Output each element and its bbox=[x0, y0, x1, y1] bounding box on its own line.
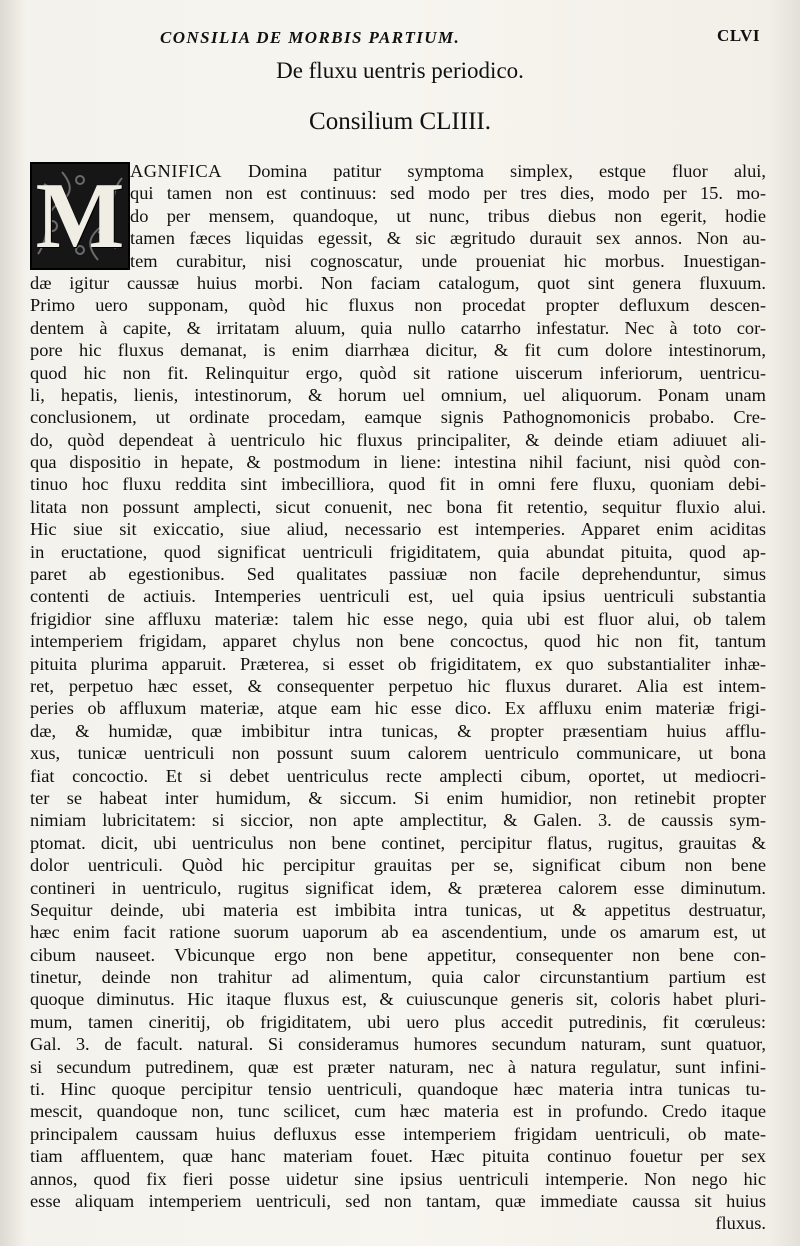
line-text: li, hepatis, lienis, intestinorum, & horum uel omnium, uel aliquorum. Ponam unam bbox=[30, 384, 766, 405]
line-text: tinetur, deinde non trahitur ad alimentum, quia calor circunstantium partium est bbox=[30, 967, 766, 988]
line-text: xus, tunicæ uentriculi non possunt suum calorem uentriculo communicare, ut bona bbox=[30, 743, 766, 764]
lead-word: AGNIFICA bbox=[130, 161, 222, 181]
text-line bbox=[30, 1212, 766, 1234]
line-text: dæ igitur caussæ huius morbi. Non faciam catalogum, quot sint genera fluxuum. bbox=[30, 272, 766, 293]
text-line bbox=[30, 1168, 766, 1190]
text-line bbox=[30, 944, 766, 966]
line-text: Sequitur deinde, ubi materia est imbibita intra tunicas, ut & appetitus destruatur, bbox=[30, 899, 766, 920]
body-text bbox=[30, 160, 766, 1235]
line-text: fiat concoctio. Et si debet uentriculus recte amplecti cibum, oportet, ut mediocri- bbox=[30, 765, 766, 786]
line-text: quod hic non fit. Relinquitur ergo, quòd sit ratione uiscerum inferiorum, uentricu- bbox=[30, 362, 766, 383]
text-line bbox=[30, 1056, 766, 1078]
line-text: hæc enim facit ratione suorum uaporum ab ea ascendentium, unde os amarum est, ut bbox=[30, 922, 766, 943]
text-line bbox=[30, 899, 766, 921]
text-line bbox=[30, 429, 766, 451]
text-line bbox=[30, 653, 766, 675]
text-line bbox=[30, 608, 766, 630]
consilium-number: Consilium CLIIII. bbox=[309, 108, 491, 135]
line-text: fluxus. bbox=[715, 1213, 766, 1234]
line-text: quoque diminutus. Hic itaque fluxus est, & cuiuscunque generis sit, coloris habet pluri- bbox=[30, 989, 766, 1010]
text-line bbox=[30, 787, 766, 809]
line-text: dolor uentriculi. Quòd hic percipitur grauitas per se, significat cibum non bene bbox=[30, 855, 766, 876]
text-line bbox=[30, 473, 766, 495]
text-line bbox=[30, 854, 766, 876]
text-line bbox=[30, 541, 766, 563]
line-text: paret ab egestionibus. Sed qualitates passiuæ non facile deprehenduntur, simus bbox=[30, 564, 766, 585]
line-text: si secundum putredinem, quæ est præter naturam, nec à natura regulatur, sunt infini- bbox=[30, 1056, 766, 1077]
text-line bbox=[30, 988, 766, 1010]
text-line bbox=[30, 765, 766, 787]
line-text: do per mensem, quandoque, ut nunc, tribus diebus non egerit, hodie bbox=[130, 205, 766, 226]
running-title: CONSILIA DE MORBIS PARTIUM. bbox=[160, 28, 461, 47]
text-line bbox=[30, 742, 766, 764]
line-text: ti. Hinc quoque percipitur tensio uentriculi, quandoque hæc materia intra tunicas tu- bbox=[30, 1079, 766, 1100]
line-text: ret, perpetuo hæc esset, & consequenter perpetuo hic fluxus duraret. Alia est intem- bbox=[30, 675, 766, 696]
line-text: tem curabitur, nisi cognoscatur, unde proueniat hic morbus. Inuestigan- bbox=[130, 250, 766, 271]
line-text: dentem à capite, & irritatam aluum, quia nullo catarrho infestatur. Nec à toto cor- bbox=[30, 317, 766, 338]
text-line bbox=[30, 966, 766, 988]
line-text: litata non possunt amplecti, sicut conuenit, nec bona fit retentio, sequitur fluxio alui. bbox=[30, 496, 766, 517]
text-line bbox=[30, 630, 766, 652]
line-text: intemperiem frigidam, apparet chylus non bene concoctus, quod hic non fit, tantum bbox=[30, 631, 766, 652]
text-line bbox=[30, 1100, 766, 1122]
line-text: mescit, quandoque non, tunc scilicet, cum hæc materia est in profundo. Credo itaque bbox=[30, 1101, 766, 1122]
running-head bbox=[160, 26, 760, 56]
text-line bbox=[30, 496, 766, 518]
line-text: principalem caussam huius defluxus esse intemperiem frigidam uentriculi, ob mate- bbox=[30, 1123, 766, 1144]
text-line bbox=[30, 362, 766, 384]
text-line bbox=[30, 809, 766, 831]
text-line bbox=[30, 877, 766, 899]
text-line bbox=[30, 294, 766, 316]
text-line bbox=[30, 406, 766, 428]
line-text: ter se habeat inter humidum, & siccum. Si enim humidior, non retinebit propter bbox=[30, 787, 766, 808]
text-line bbox=[30, 451, 766, 473]
line-text: frigidior sine affluxu materiæ: talem hic esse nego, quia ubi est fluor alui, ob talem bbox=[30, 608, 766, 629]
text-line bbox=[30, 1011, 766, 1033]
folio-number: CLVI bbox=[717, 26, 760, 45]
line-text: cibum nauseet. Vbicunque ergo non bene appetitur, consequenter non bene con- bbox=[30, 944, 766, 965]
text-line bbox=[30, 1190, 766, 1212]
line-text: contenti de actiuis. Intemperies uentriculi est, uel quia ipsius uentriculi substantia bbox=[30, 586, 766, 607]
line-text: do, quòd dependeat à uentriculo hic fluxus principaliter, & deinde etiam adiuuet ali- bbox=[30, 429, 766, 450]
text-line bbox=[30, 1078, 766, 1100]
line-text: annos, quod fix fieri posse uidetur sine ipsius uentriculi intemperie. Non nego hic bbox=[30, 1168, 766, 1189]
line-text: qui tamen non est continuus: sed modo per tres dies, modo per 15. mo- bbox=[130, 183, 766, 204]
line-text: esse aliquam intemperiem uentriculi, sed non tantam, quæ immediate caussa sit huius bbox=[30, 1190, 766, 1211]
line-text: in eructatione, quod significat uentriculi frigiditatem, quia abundat pituita, quod ap- bbox=[30, 541, 766, 562]
chapter-title: De fluxu uentris periodico. bbox=[276, 58, 524, 83]
text-line bbox=[30, 832, 766, 854]
text-line bbox=[30, 384, 766, 406]
line-text: tinuo hoc fluxu reddita sint imbecilliora, quod fit in omni fere fluxu, quoniam debi- bbox=[30, 474, 766, 495]
text-line bbox=[30, 250, 766, 272]
text-line bbox=[30, 563, 766, 585]
line-text: dæ, & humidæ, quæ imbibitur intra tunicas, & propter præsentiam huius afflu- bbox=[30, 720, 766, 741]
line-text: Hic siue sit exiccatio, siue aliud, necessario est intemperies. Apparet enim aciditas bbox=[30, 519, 766, 540]
text-line bbox=[30, 921, 766, 943]
text-line bbox=[30, 317, 766, 339]
line-text: tiam affluentem, quæ hanc materiam fouet. Hæc pituita continuo fouetur per sex bbox=[30, 1146, 766, 1167]
text-line bbox=[30, 1145, 766, 1167]
text-line bbox=[30, 227, 766, 249]
text-line bbox=[30, 697, 766, 719]
line-text: qua dispositio in hepate, & postmodum in liene: intestina nihil faciunt, nisi quòd con- bbox=[30, 452, 766, 473]
line-text: ptomat. dicit, ubi uentriculus non bene continet, percipitur flatus, rugitus, grauitas & bbox=[30, 832, 766, 853]
text-line bbox=[30, 518, 766, 540]
line-text: pore hic fluxus demanat, is enim diarrhæa dicitur, & fit cum dolore intestinorum, bbox=[30, 340, 766, 361]
text-line bbox=[30, 675, 766, 697]
line-text: mum, tamen cineritij, ob frigiditatem, ubi uero plus accedit putredinis, fit cœruleus: bbox=[30, 1011, 766, 1032]
text-line bbox=[30, 205, 766, 227]
line-text: Domina patitur symptoma simplex, estque fluor alui, bbox=[221, 161, 766, 181]
line-text: conclusionem, ut ordinate procedam, eamque signis Pathognomonicis probabo. Cre- bbox=[30, 407, 766, 428]
line-text: Gal. 3. de facult. natural. Si consideramus humores secundum naturam, sunt quatuor, bbox=[30, 1034, 766, 1055]
text-line bbox=[30, 1123, 766, 1145]
text-line bbox=[30, 160, 766, 182]
line-text: Primo uero supponam, quòd hic fluxus non procedat propter defluxum descen- bbox=[30, 295, 766, 316]
line-text: tamen fæces liquidas egessit, & sic ægritudo durauit sex annos. Non au- bbox=[130, 228, 766, 249]
text-line bbox=[30, 182, 766, 204]
text-line bbox=[30, 339, 766, 361]
text-line bbox=[30, 272, 766, 294]
line-text: pituita plurima apparuit. Præterea, si esset ob frigiditatem, ex quo substantialiter inhæ- bbox=[30, 653, 766, 674]
line-text: contineri in uentriculo, rugitus significat idem, & præterea calorem esse diminutum. bbox=[30, 877, 766, 898]
text-line bbox=[30, 1033, 766, 1055]
line-text: nimiam lubricitatem: si siccior, non apte amplectitur, & Galen. 3. de caussis sym- bbox=[30, 810, 766, 831]
text-line bbox=[30, 585, 766, 607]
initial-letter: M bbox=[35, 164, 125, 268]
line-text: peries ob affluxum materiæ, atque eam hic esse dico. Ex affluxu enim materiæ frigi- bbox=[30, 698, 766, 719]
text-line bbox=[30, 720, 766, 742]
